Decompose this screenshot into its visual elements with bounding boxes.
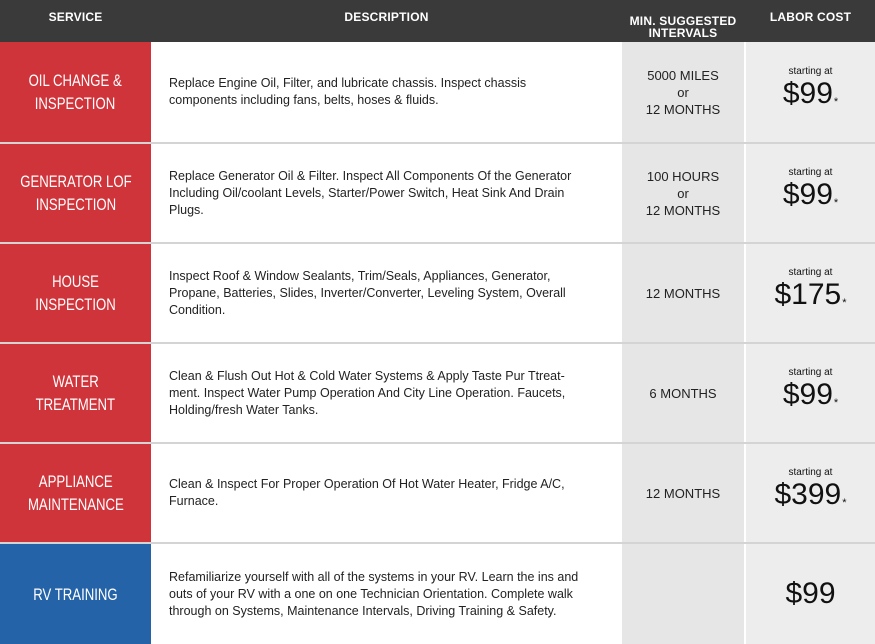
price-value: $99: [782, 378, 833, 411]
table-header: [0, 0, 875, 42]
price-asterisk: *: [842, 497, 847, 509]
interval-line1: 12 MONTHS: [645, 485, 721, 501]
price-asterisk: *: [833, 96, 839, 108]
service-cell: [0, 344, 151, 442]
header-description: DESCRIPTION: [344, 10, 429, 24]
interval-line1: 5000 MILES: [647, 67, 719, 83]
price-asterisk: *: [833, 397, 839, 409]
service-cell: [0, 144, 151, 242]
price: [774, 279, 846, 319]
price-asterisk: *: [842, 297, 847, 309]
labor-cost-cell: [746, 344, 875, 442]
table-row: [0, 544, 875, 644]
description-cell: Replace Engine Oil, Filter, and lubricate chassis. Inspect chassis components including fans, belts, hoses & fluids.: [153, 42, 620, 142]
labor-cost-cell: [746, 244, 875, 342]
interval-line3: 12 MONTHS: [645, 101, 721, 117]
price: [783, 179, 838, 219]
service-name-line2: INSPECTION: [35, 94, 116, 113]
header-intervals-line2: INTERVALS: [648, 25, 718, 40]
description-cell: Replace Generator Oil & Filter. Inspect All Components Of the Generator Including Oil/coolant Levels, Starter/Power Switch, Heat Sink And Drain Plugs.: [153, 144, 620, 242]
interval-cell: [622, 444, 744, 542]
interval-line1: 12 MONTHS: [645, 285, 721, 301]
interval-cell: [622, 544, 744, 644]
starting-at-label: starting at: [788, 367, 833, 378]
interval-cell: [622, 144, 744, 242]
service-name-line2: TREATMENT: [35, 395, 116, 414]
table-row: [0, 344, 875, 442]
service-cell: [0, 42, 151, 142]
price: [783, 78, 838, 118]
interval-line1: 6 MONTHS: [649, 385, 717, 401]
price-value: $399: [774, 478, 842, 511]
price-asterisk: *: [833, 197, 839, 209]
service-name-line1: HOUSE INSPECTION: [35, 272, 116, 314]
service-cell: [0, 444, 151, 542]
header-intervals: [622, 0, 744, 42]
interval-line1: 100 HOURS: [646, 168, 720, 184]
service-name-line1: GENERATOR LOF: [19, 172, 132, 191]
price-value: $99: [782, 77, 833, 110]
interval-cell: [622, 344, 744, 442]
service-cell: [0, 244, 151, 342]
interval-line2: or: [677, 84, 689, 100]
service-cell: [0, 544, 151, 644]
labor-cost-cell: [746, 544, 875, 644]
table-row: [0, 42, 875, 142]
interval-line2: or: [677, 185, 689, 201]
price: [774, 479, 846, 519]
table-row: [0, 244, 875, 342]
price-value: $175: [774, 278, 842, 311]
interval-line3: 12 MONTHS: [645, 202, 721, 218]
labor-cost-cell: [746, 444, 875, 542]
starting-at-label: starting at: [788, 467, 833, 478]
description-cell: Clean & Inspect For Proper Operation Of Hot Water Heater, Fridge A/C, Furnace.: [153, 444, 620, 542]
table-row: [0, 444, 875, 542]
service-name-line1: RV TRAINING: [33, 584, 118, 604]
price-value: $99: [785, 577, 836, 610]
description-cell: Clean & Flush Out Hot & Cold Water Systems & Apply Taste Pur Ttreat-ment. Inspect Water Pump Operation And City Line Operation. Faucets, Holding/fresh Water Tanks.: [153, 344, 620, 442]
table-row: [0, 144, 875, 242]
interval-cell: [622, 244, 744, 342]
labor-cost-cell: [746, 42, 875, 142]
starting-at-label: starting at: [788, 267, 833, 278]
service-name-line1: WATER: [52, 372, 99, 391]
interval-cell: [622, 42, 744, 142]
price: [785, 578, 835, 610]
labor-cost-cell: [746, 144, 875, 242]
starting-at-label: starting at: [788, 66, 833, 77]
header-intervals-line1: MIN. SUGGESTED: [629, 13, 737, 28]
starting-at-label: starting at: [788, 167, 833, 178]
header-labor-cost: LABOR COST: [769, 10, 852, 24]
price-value: $99: [782, 178, 833, 211]
service-name-line1: OIL CHANGE &: [28, 71, 123, 90]
header-service: SERVICE: [48, 10, 103, 24]
description-cell: Refamiliarize yourself with all of the systems in your RV. Learn the ins and outs of your RV with a one on one Technician Orientation. Complete walk through on Systems, Maintenance Intervals, Driving Training & Safety.: [153, 544, 620, 644]
price: [783, 379, 838, 419]
service-name-line2: INSPECTION: [35, 195, 116, 214]
description-cell: Inspect Roof & Window Sealants, Trim/Seals, Appliances, Generator, Propane, Batteries, Slides, Inverter/Converter, Leveling System, Overall Condition.: [153, 244, 620, 342]
service-name-line2: MAINTENANCE: [27, 495, 124, 514]
service-name-line1: APPLIANCE: [38, 472, 113, 491]
